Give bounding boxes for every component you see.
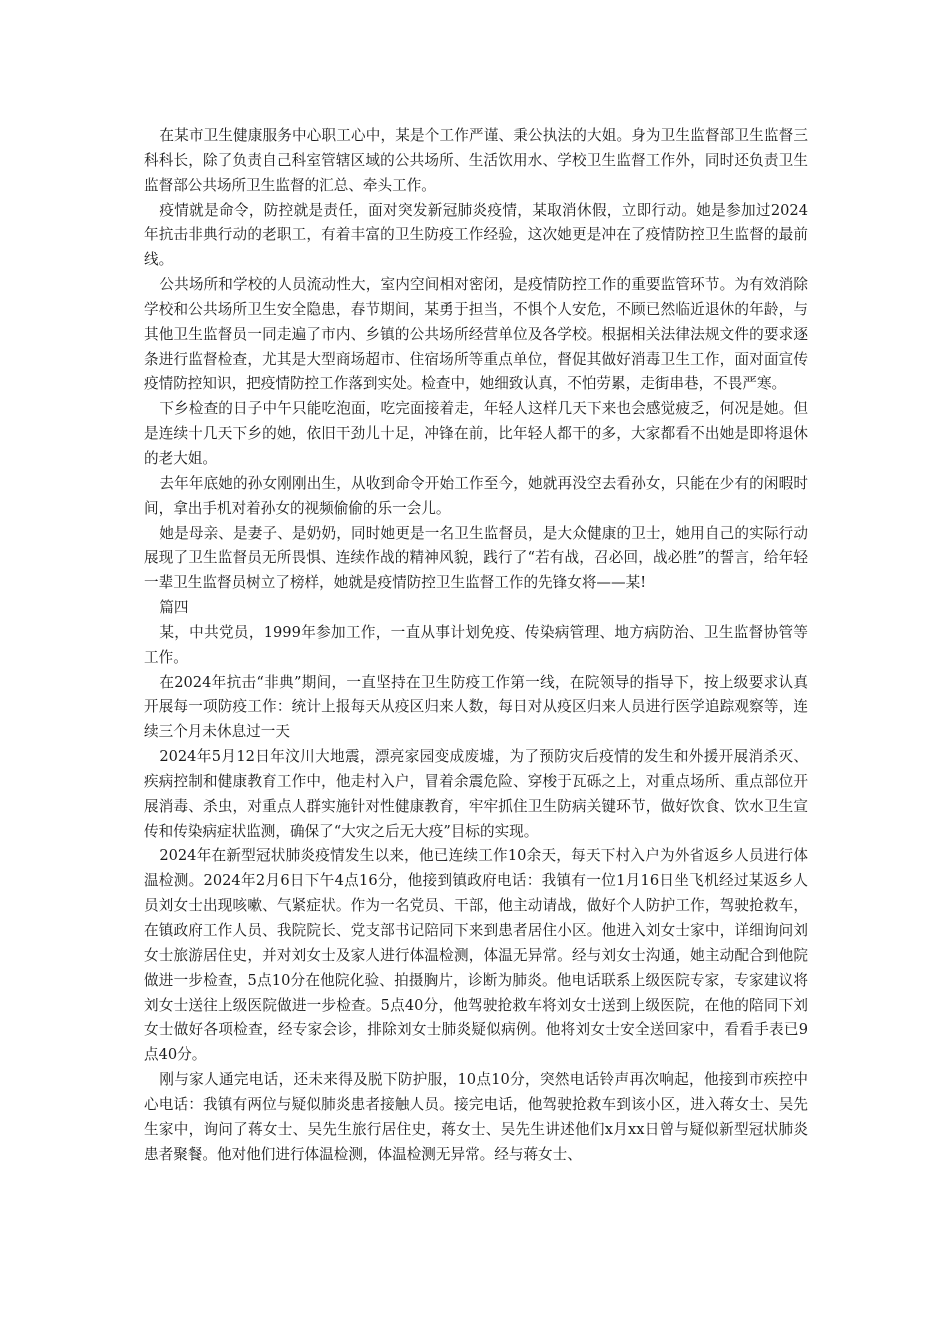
paragraph-4: 下乡检查的日子中午只能吃泡面，吃完面接着走，年轻人这样几天下来也会感觉疲乏，何况是她。但是连续十几天下乡的她，依旧干劲儿十足，冲锋在前，比年轻人都干的多，大家都看不出她是即将退休的老大姐。 bbox=[144, 400, 808, 467]
paragraph-7: 某，中共党员，1999年参加工作，一直从事计划免疫、传染病管理、地方病防治、卫生监督协管等工作。 bbox=[144, 623, 808, 666]
paragraph-8: 在2024年抗击“非典”期间，一直坚持在卫生防疫工作第一线，在院领导的指导下，按上级要求认真开展每一项防疫工作：统计上报每天从疫区归来人数，每日对从疫区归来人员进行医学追踪观察等，连续三个月未休息过一天 bbox=[144, 673, 808, 741]
paragraph-1: 在某市卫生健康服务中心职工心中，某是个工作严谨、秉公执法的大姐。身为卫生监督部卫生监督三科科长，除了负责自己科室管辖区域的公共场所、生活饮用水、学校卫生监督工作外，同时还负责卫生监督部公共场所卫生监督的汇总、牵头工作。 bbox=[144, 127, 808, 194]
paragraph-11: 刚与家人通完电话，还未来得及脱下防护服，10点10分，突然电话铃声再次响起，他接到市疾控中心电话：我镇有两位与疑似肺炎患者接触人员。接完电话，他驾驶抢救车到该小区，进入蒋女士、吴先生家中，询问了蒋女士、吴先生旅行居住史，蒋女士、吴先生讲述他们x月xx日曾与疑似新型冠状肺炎患者聚餐。他对他们进行体温检测，体温检测无异常。经与蒋女士、 bbox=[144, 1071, 808, 1163]
section-heading: 篇四 bbox=[159, 599, 189, 617]
document-body bbox=[144, 124, 808, 1167]
paragraph-10: 2024年在新型冠状肺炎疫情发生以来，他已连续工作10余天，每天下村入户为外省返乡人员进行体温检测。2024年2月6日下午4点16分，他接到镇政府电话：我镇有一位1月16日坐飞机经过某返乡人员刘女士出现咳嗽、气紧症状。作为一名党员、干部，他主动请战，做好个人防护工作，驾驶抢救车，在镇政府工作人员、我院院长、党支部书记陪同下来到患者居住小区。他进入刘女士家中，详细询问刘女士旅游居住史，并对刘女士及家人进行体温检测，体温无异常。经与刘女士沟通，她主动配合到他院做进一步检查，5点10分在他院化验、拍摄胸片，诊断为肺炎。他电话联系上级医院专家，专家建议将刘女士送往上级医院做进一步检查。5点40分，他驾驶抢救车将刘女士送到上级医院，在他的陪同下刘女士做好各项检查，经专家会诊，排除刘女士肺炎疑似病例。他将刘女士安全送回家中，看看手表已9点40分。 bbox=[144, 847, 808, 1064]
paragraph-2: 疫情就是命令，防控就是责任，面对突发新冠肺炎疫情，某取消休假，立即行动。她是参加过2024年抗击非典行动的老职工，有着丰富的卫生防疫工作经验，这次她更是冲在了疫情防控卫生监督的最前线。 bbox=[144, 201, 808, 269]
paragraph-5: 去年年底她的孙女刚刚出生，从收到命令开始工作至今，她就再没空去看孙女，只能在少有的闲暇时间，拿出手机对着孙女的视频偷偷的乐一会儿。 bbox=[144, 474, 808, 517]
paragraph-6: 她是母亲、是妻子、是奶奶，同时她更是一名卫生监督员，是大众健康的卫士，她用自己的实际行动展现了卫生监督员无所畏惧、连续作战的精神风貌，践行了“若有战，召必回，战必胜”的誓言，给年轻一辈卫生监督员树立了榜样，她就是疫情防控卫生监督工作的先锋女将——某! bbox=[144, 524, 808, 592]
paragraph-3: 公共场所和学校的人员流动性大，室内空间相对密闭，是疫情防控工作的重要监管环节。为有效消除学校和公共场所卫生安全隐患，春节期间，某勇于担当，不惧个人安危，不顾已然临近退休的年龄，与其他卫生监督员一同走遍了市内、乡镇的公共场所经营单位及各学校。根据相关法律法规文件的要求逐条进行监督检查，尤其是大型商场超市、住宿场所等重点单位，督促其做好消毒卫生工作，面对面宣传疫情防控知识，把疫情防控工作落到实处。检查中，她细致认真，不怕劳累，走街串巷，不畏严寒。 bbox=[144, 276, 808, 393]
paragraph-9: 2024年5月12日年汶川大地震，漂亮家园变成废墟，为了预防灾后疫情的发生和外援开展消杀灭、疾病控制和健康教育工作中，他走村入户，冒着余震危险、穿梭于瓦砾之上，对重点场所、重点部位开展消毒、杀虫，对重点人群实施针对性健康教育，牢牢抓住卫生防病关键环节，做好饮食、饮水卫生宣传和传染病症状监测，确保了“大灾之后无大疫”目标的实现。 bbox=[144, 748, 808, 840]
